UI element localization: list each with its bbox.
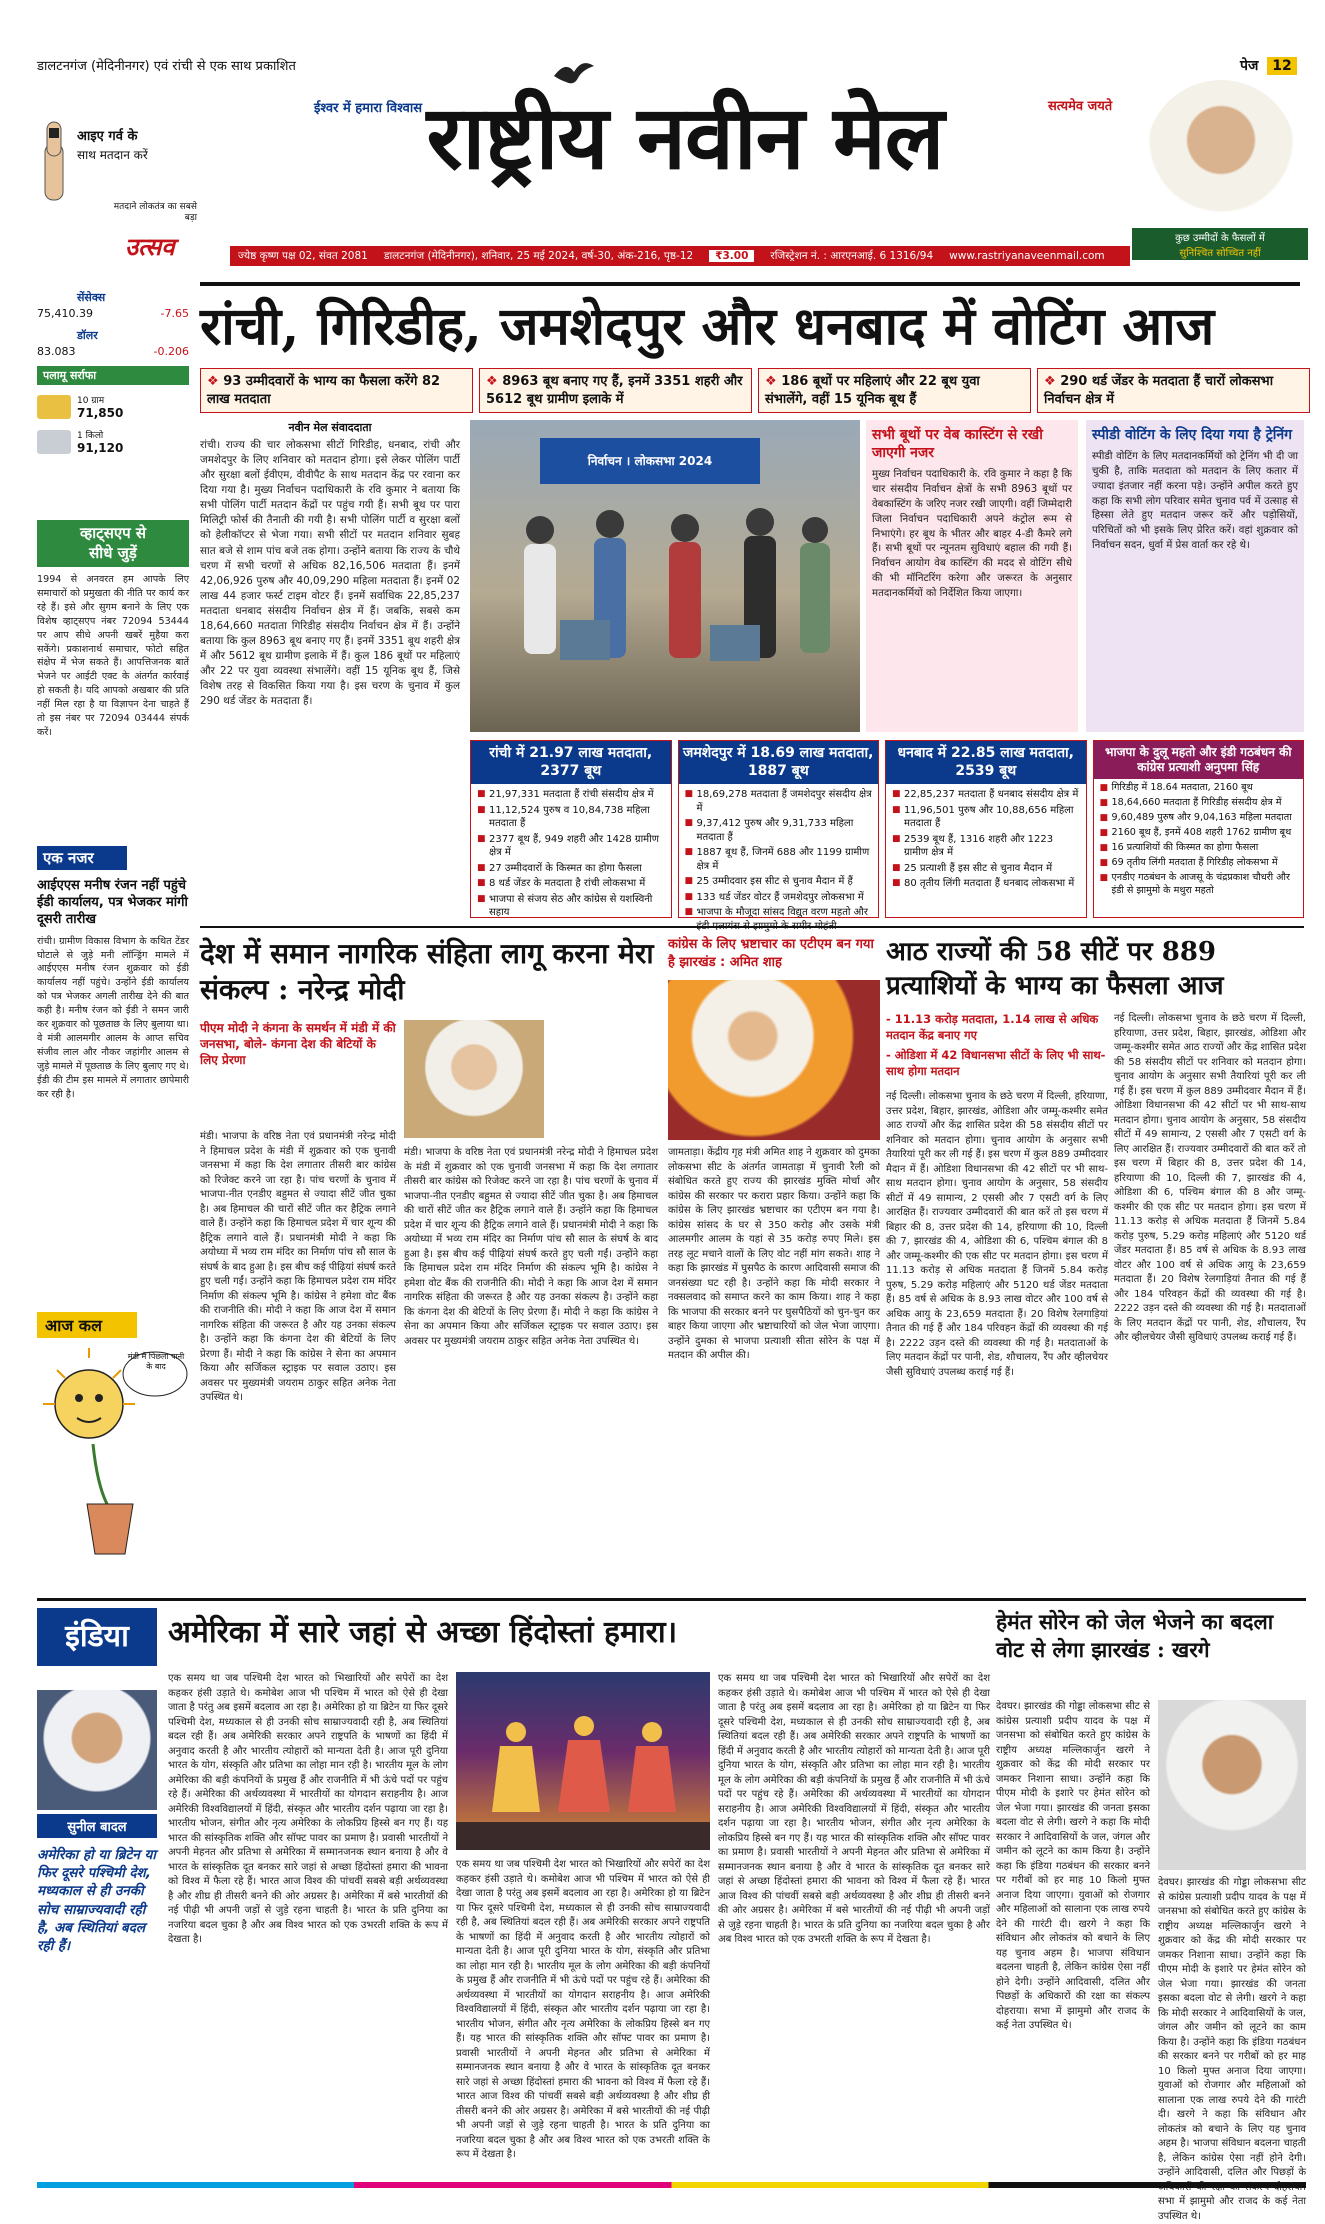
stat-item: ■ 69 तृतीय लिंगी मतदाता हैं गिरिडीह लोकसभा में <box>1100 857 1297 870</box>
eight-states-sub1: - 11.13 करोड़ मतदाता, 1.14 लाख से अधिक मतदान केंद्र बनाए गए <box>886 1012 1099 1042</box>
leader-portrait <box>1146 80 1296 230</box>
lead-bullet-3: ❖ 290 थर्ड जेंडर के मतदाता हैं चारों लोकसभा निर्वाचन क्षेत्र में <box>1037 368 1310 413</box>
finger-icon <box>37 122 71 202</box>
lead-byline: नवीन मेल संवाददाता <box>288 421 372 434</box>
aaj-kal-cartoon <box>37 1312 189 1572</box>
stat-item: ■ भाजपा के मौजूदा सांसद विद्युत वरण महतो और <box>685 906 873 933</box>
modi-body-col2: मंडी। भाजपा के वरिष्ठ नेता एवं प्रधानमंत्री नरेन्द्र मोदी ने हिमाचल प्रदेश के मंडी में शुक्रवार को एक चुनावी जनसभा में कहा कि देश लगातार तीसरी बार कांग्रेस को रिजेक्ट करने जा रहा है। पांच चरणों के चुनाव में भाजपा-नीत एनडीए बहुमत से ज्यादा सीटें जीत चुका है। अब हिमाचल की चारों सीटें जीत कर हैट्रिक लगाने वाले हैं। उन्होंने कहा कि हिमाचल प्रदेश में चार शून्य की हैट्रिक लगाने वाले हैं। प्रधानमंत्री मोदी ने कहा कि अयोध्या में भव्य राम मंदिर का निर्माण पांच सौ साल के संघर्ष के बाद हुआ है। इस बीच कई पीढ़ियां संघर्ष करते हुए चली गईं। उन्होंने कहा कि हिमाचल प्रदेश राम मंदिर निर्माण की संकल्प भूमि है। कांग्रेस ने हमेशा वोट बैंक की राजनीति की। मोदी ने कहा कि आज देश में समान नागरिक संहिता की जरूरत है और यह उनका संकल्प है। उन्होंने कहा कि कंगना देश की बेटियों के लिए प्रेरणा हैं। मोदी ने कहा कि कांग्रेस ने सेना का अपमान किया और सर्जिकल स्ट्राइक पर सवाल उठाए। इस अवसर पर मुख्यमंत्री जयराम ठाकुर सहित अनेक नेता उपस्थित थे। <box>404 1147 658 1347</box>
silver-label: 1 किलो <box>77 431 104 441</box>
training-box <box>1086 420 1304 732</box>
stat-item: ■ 133 थर्ड जेंडर वोटर हैं जमशेदपुर लोकसभा में <box>685 891 873 905</box>
stat-item: ■ 18,69,278 मतदाता हैं जमशेदपुर संसदीय क्षेत्र में <box>685 788 873 815</box>
edition-line: डालटनगंज (मेदिनीनगर) एवं रांची से एक साथ प्रकाशित <box>37 59 296 74</box>
stat-item: ■ 25 प्रत्याशी हैं इस सीट से चुनाव मैदान में <box>892 862 1080 876</box>
whatsapp-title-2: सीधे जुड़ें <box>89 543 137 562</box>
footer-color-strip <box>37 2182 1306 2188</box>
page-label-text: पेज <box>1240 58 1259 74</box>
stat-item: ■ 2377 बूथ हैं, 949 शहरी और 1428 ग्रामीण क्षेत्र में <box>477 833 665 860</box>
page-label <box>1240 56 1297 75</box>
vote-promo-top: आइए गर्व के <box>77 129 138 144</box>
registration: रजिस्ट्रेशन नं. : आरएनआई. 6 1316/94 <box>770 250 934 262</box>
stat-item: ■ 9,37,412 पुरुष और 9,31,733 महिला मतदाता हैं <box>685 817 873 844</box>
stat-item: ■ 25 उम्मीदवार इस सीट से चुनाव मैदान में हैं <box>685 875 873 889</box>
lead-top-rule <box>200 282 1300 286</box>
stat-box-jamshedpur-title: जमशेदपुर में 18.69 लाख मतदाता, 1887 बूथ <box>679 741 879 784</box>
cartoon-drawing-icon <box>37 1344 189 1564</box>
shah-photo <box>668 980 880 1140</box>
modi-body: मंडी। भाजपा के वरिष्ठ नेता एवं प्रधानमंत्री नरेन्द्र मोदी ने हिमाचल प्रदेश के मंडी में शुक्रवार को एक चुनावी जनसभा में कहा कि देश लगातार तीसरी बार कांग्रेस को रिजेक्ट करने जा रहा है। पांच चरणों के चुनाव में भाजपा-नीत एनडीए बहुमत से ज्यादा सीटें जीत चुका है। अब हिमाचल की चारों सीटें जीत कर हैट्रिक लगाने वाले हैं। उन्होंने कहा कि हिमाचल प्रदेश में चार शून्य की हैट्रिक लगाने वाले हैं। प्रधानमंत्री मोदी ने कहा कि अयोध्या में भव्य राम मंदिर का निर्माण पांच सौ साल के संघर्ष के बाद हुआ है। इस बीच कई पीढ़ियां संघर्ष करते हुए चली गईं। उन्होंने कहा कि हिमाचल प्रदेश राम मंदिर निर्माण की संकल्प भूमि है। कांग्रेस ने हमेशा वोट बैंक की राजनीति की। मोदी ने कहा कि आज देश में समान नागरिक संहिता की जरूरत है और यह उनका संकल्प है। उन्होंने कहा कि कंगना देश की बेटियों के लिए प्रेरणा हैं। मोदी ने कहा कि कांग्रेस ने सेना का अपमान किया और सर्जिकल स्ट्राइक पर सवाल उठाए। इस अवसर पर मुख्यमंत्री जयराम ठाकुर सहित अनेक नेता उपस्थित थे। <box>200 1131 396 1403</box>
lead-bullet-text-3: 290 थर्ड जेंडर के मतदाता हैं चारों लोकसभा निर्वाचन क्षेत्र में <box>1044 374 1274 407</box>
india-quote: अमेरिका हो या ब्रिटेन या फिर दूसरे पश्चिमी देश, मध्यकाल से ही उनकी सोच साम्राज्यवादी रही है, अब स्थितियां बदल रही हैं। <box>37 1847 156 1955</box>
sensex-change: -7.65 <box>160 307 189 320</box>
stat-item: ■ 11,96,501 पुरुष और 10,88,656 महिला मतदाता हैं <box>892 804 1080 831</box>
stat-item: ■ 2539 बूथ हैं, 1316 शहरी और 1223 ग्रामीण क्षेत्र में <box>892 833 1080 860</box>
stat-item: ■ भाजपा से संजय सेठ और कांग्रेस से यशस्विनी सहाय <box>477 893 665 920</box>
masthead-title: राष्ट्रीय नवीन मेल <box>426 86 944 189</box>
stat-box-ranchi-title: रांची में 21.97 लाख मतदाता, 2377 बूथ <box>471 741 671 784</box>
lead-bullets <box>200 368 1310 413</box>
training-title: स्पीडी वोटिंग के लिए दिया गया है ट्रेनिंग <box>1092 427 1293 443</box>
lead-bullet-text-1: 8963 बूथ बनाए गए हैं, इनमें 3351 शहरी और 5612 बूथ ग्रामीण इलाके में <box>486 374 743 407</box>
dancers-photo <box>456 1672 710 1850</box>
india-label: इंडिया <box>37 1608 157 1666</box>
stat-item: ■ 21,97,331 मतदाता हैं रांची संसदीय क्षेत्र में <box>477 788 665 802</box>
eight-states-sub2: - ओडिशा में 42 विधानसभा सीटों के लिए भी साथ-साथ होगा मतदान <box>886 1048 1106 1078</box>
info-bar <box>230 246 1130 266</box>
kharge-photo <box>1158 1700 1306 1870</box>
mid-rule <box>200 926 1304 928</box>
eight-states-body: नई दिल्ली। लोकसभा चुनाव के छठे चरण में दिल्ली, हरियाणा, उत्तर प्रदेश, बिहार, झारखंड, ओडिशा और जम्मू-कश्मीर समेत आठ राज्यों और केंद्र शासित प्रदेश की 58 संसदीय सीटों पर शनिवार को मतदान होगा। चुनाव आयोग के अनुसार सभी तैयारियां पूरी कर ली गई हैं। इस चरण में कुल 889 उम्मीदवार मैदान में हैं। ओडिशा विधानसभा की 42 सीटों पर भी साथ-साथ मतदान होगा। चुनाव आयोग के अनुसार, 58 संसदीय सीटों में 49 सामान्य, 2 एससी और 7 एसटी वर्ग के लिए आरक्षित हैं। राज्यवार उम्मीदवारों की बात करें तो इस चरण में बिहार की 8, उत्तर प्रदेश की 14, हरियाणा की 10, दिल्ली की 7, झारखंड की 4, ओडिशा की 6, पश्चिम बंगाल की 8 और जम्मू-कश्मीर की एक सीट पर मतदान होगा। इस चरण में 11.13 करोड़ से अधिक मतदाता हैं जिनमें 5.84 करोड़ पुरुष, 5.29 करोड़ महिलाएं और 5120 थर्ड जेंडर मतदाता हैं। 85 वर्ष से अधिक के 8.93 लाख वोटर और 100 वर्ष से अधिक आयु के 23,659 मतदाता हैं। 20 विशेष रेलगाड़ियां तैनात की गई हैं और 184 परिवहन केंद्रों की व्यवस्था की गई है। 2222 उड़न दस्ते की व्यवस्था की गई है। मतदाताओं के लिए मतदान केंद्रों पर पानी, शेड, शौचालय, रैंप और व्हीलचेयर जैसी सुविधाएं उपलब्ध कराई गई हैं। <box>886 1091 1108 1378</box>
dollar-value: 83.083 <box>37 345 76 358</box>
gold-bar-icon <box>37 395 71 419</box>
people-figures-icon <box>470 420 860 732</box>
ek-nazar-label: एक नजर <box>37 846 127 870</box>
silver-bar-icon <box>37 430 71 454</box>
shah-headline: कांग्रेस के लिए भ्रष्टाचार का एटीएम बन गया है झारखंड : अमित शाह <box>668 937 874 970</box>
polling-party-photo <box>470 420 860 732</box>
ek-nazar-body: रांची। ग्रामीण विकास विभाग के कथित टेंडर घोटाले से जुड़े मनी लॉन्ड्रिंग मामले में आईएएस मनीष रंजन शुक्रवार को ईडी कार्यालय नहीं पहुंचे। उन्होंने ईडी कार्यालय को पत्र भेजकर अगली तारीख देने की बात कही है। मनीष रंजन को ईडी ने समन जारी कर शुक्रवार को पूछताछ के लिए बुलाया था। वे मंत्री आलमगीर आलम के आप्त सचिव संजीव लाल और नौकर जहांगीर आलम से जुड़े मामले में पूछताछ के लिए बुलाए गए थे। ईडी की टीम इस मामले में लगातार छापेमारी कर रही है। <box>37 935 189 1100</box>
stat-item: ■ 27 उम्मीदवारों के किस्मत का होगा फैसला <box>477 862 665 876</box>
stat-box-jamshedpur <box>678 740 880 918</box>
ek-nazar-headline: आईएएस मनीष रंजन नहीं पहुंचे ईडी कार्यालय, पत्र भेजकर मांगी दूसरी तारीख <box>37 878 188 927</box>
stat-item: ■ 11,12,524 पुरुष व 10,84,738 महिला मतदाता हैं <box>477 804 665 831</box>
shah-body: जामताड़ा। केंद्रीय गृह मंत्री अमित शाह ने शुक्रवार को दुमका लोकसभा सीट के अंतर्गत जामताड़ा में चुनावी रैली को संबोधित करते हुए राज्य की झारखंड मुक्ति मोर्चा और कांग्रेस की सरकार पर करारा प्रहार किया। उन्होंने कहा कि कांग्रेस के लिए झारखंड भ्रष्टाचार का एटीएम बन गया है। कांग्रेस सांसद के घर से 350 करोड़ और उसके मंत्री आलमगीर आलम के यहां से 35 करोड़ रुपए मिले। इस तरह लूट मचाने वालों के लिए वोट नहीं मांग सकते। शाह ने कहा कि झारखंड में घुसपैठ के कारण आदिवासी समाज की जनसंख्या घट रही है। उन्होंने कहा कि मोदी सरकार ने नक्सलवाद को समाप्त करने का काम किया। शाह ने कहा कि भाजपा की सरकार बनने पर घुसपैठियों को चुन-चुन कर बाहर किया जाएगा और भ्रष्टाचारियों को जेल भेजा जाएगा। उन्होंने दुमका से भाजपा प्रत्याशी सीता सोरेन के पक्ष में मतदान की अपील की। <box>668 1147 880 1361</box>
motto: सत्यमेव जयते <box>1048 99 1113 114</box>
cartoon-speech: मंडी में पिछला पानी के बाद <box>127 1352 185 1371</box>
eight-states-headline: आठ राज्यों की 58 सीटें पर 889 प्रत्याशियों के भाग्य का फैसला आज <box>886 937 1224 1001</box>
sensex-label: सेंसेक्स <box>77 291 106 304</box>
gold-value: 71,850 <box>77 406 124 420</box>
photo-banner: निर्वाचन । लोकसभा 2024 <box>540 438 760 484</box>
stat-item: ■ 18,64,660 मतदाता हैं गिरिडीह संसदीय क्षेत्र में <box>1100 797 1297 810</box>
vote-promo <box>37 112 197 262</box>
whatsapp-body: 1994 से अनवरत हम आपके लिए समाचारों को प्रमुखता की नीति पर कार्य कर रहे हैं। इसे और सुगम बनाने के लिए एक विशेष व्हाट्सएप नंबर 72094 53444 पर आप सीधे अपनी खबरें मुहैया करा सकेंगे। प्रकाशनार्थ समाचार, फोटो सहित संक्षेप में भेज सकते हैं। आपत्तिजनक बातें भेजने पर आईटी एक्ट के अंतर्गत कार्रवाई हो सकती है। यदि आपको अखबार की प्रति नहीं मिल रहा है या विज्ञापन देना चाहते हैं तो इस नंबर पर 72094 03444 संपर्क करें। <box>37 574 189 738</box>
lead-bullet-0: ❖ 93 उम्मीदवारों के भाग्य का फैसला करेंगे 82 लाख मतदाता <box>200 368 473 413</box>
stat-box-ranchi <box>470 740 672 918</box>
stat-item: ■ 80 तृतीय लिंगी मतदाता हैं धनबाद लोकसभा में <box>892 877 1080 891</box>
lead-bullet-text-2: 186 बूथों पर महिलाएं और 22 बूथ युवा संभालेंगे, वहीं 15 यूनिक बूथ हैं <box>765 374 980 407</box>
kharge-headline: हेमंत सोरेन को जेल भेजने का बदला वोट से लेगा झारखंड : खरगे <box>996 1609 1274 1663</box>
stat-item: ■ 8 थर्ड जेंडर के मतदाता है रांची लोकसभा में <box>477 877 665 891</box>
modi-photo <box>404 1020 544 1138</box>
silver-value: 91,120 <box>77 441 124 455</box>
stat-box-giridih <box>1093 740 1304 918</box>
info-place: डालटनगंज (मेदिनीनगर), शनिवार, 25 मई 2024, वर्ष-30, अंक-216, पृष्ठ-12 <box>383 250 694 262</box>
ek-nazar <box>37 846 189 1323</box>
dollar-label: डॉलर <box>77 329 98 342</box>
lead-body: रांची। राज्य की चार लोकसभा सीटों गिरिडीह, धनबाद, रांची और जमशेदपुर के लिए शनिवार को मतदान होगा। इसे लेकर पोलिंग पार्टी और सुरक्षा बलों ईवीएम, वीवीपैट के साथ मतदान केंद्र पर रवाना कर दिया गया है। मुख्य निर्वाचन पदाधिकारी के रवि कुमार ने बताया कि सभी पोलिंग पार्टी मतदान केंद्रों पर पहुंच गयी हैं। सभी बूथ पर पारा मिलिट्री फोर्स की तैनाती की गयी है। सभी पोलिंग पार्टी व सुरक्षा बलों को हेलीकॉप्टर से भेजा गया। सभी सीटों पर मतदान शनिवार सुबह सात बजे से शाम पांच बजे तक होगा। उन्होंने बताया कि राज्य के चौथे चरण में सभी चरणों से अधिक 82,16,506 मतदाता हैं। इनमें 42,06,926 पुरुष और 40,09,290 महिला मतदाता हैं। इनमें 02 लाख 44 हजार फर्स्ट टाइम वोटर हैं। इनमें सर्वाधिक 22,85,237 मतदाता धनबाद संसदीय निर्वाचन क्षेत्र में हैं। जबकि, सबसे कम 18,64,660 मतदाता गिरिडीह संसदीय निर्वाचन क्षेत्र में हैं। उन्होंने बताया कि कुल 8963 बूथ बनाए गए हैं। इनमें 3351 बूथ शहरी क्षेत्र में और 5612 बूथ ग्रामीण इलाके में हैं। कुल 186 बूथों पर महिलाएं और 22 पर युवा व्यवस्था संभालेंगे। वहीं 15 यूनिक बूथ हैं, जिसे विशेष तरह से विकसित किया गया है। इस चरण के चुनाव में कुल 290 थर्ड जेंडर के मतदाता हैं। <box>200 439 460 708</box>
stat-item: ■ गिरिडीह में 18.64 मतदाता, 2160 बूथ <box>1100 782 1297 795</box>
lead-bullet-2: ❖ 186 बूथों पर महिलाएं और 22 बूथ युवा संभालेंगे, वहीं 15 यूनिक बूथ हैं <box>758 368 1031 413</box>
webcast-body: मुख्य निर्वाचन पदाधिकारी के. रवि कुमार ने कहा है कि चार संसदीय निर्वाचन क्षेत्रों के सभी 8963 बूथों पर वेबकास्टिंग के जरिए नजर रखी जाएगी। वहीं जिम्मेदारी जिला निर्वाचन पदाधिकारी अपने कंट्रोल रूम से निभाएंगे। हर बूथ के भीतर और बाहर 4-डी कैमरे लगे हैं। सभी बूथों पर न्यूनतम सुविधाएं बहाल की गयी हैं। निर्वाचन आयोग वेब कास्टिंग की मदद से वोटिंग सीधे की भी मॉनिटरिंग करेगा और जरूरत के अनुसार मतदानकर्मियों को निर्देशित किया जाएगा। <box>872 469 1072 599</box>
right-badge: कुछ उम्मीदों के फैसलों में <box>1132 228 1308 246</box>
kharge-body: देवघर। झारखंड की गोड्डा लोकसभा सीट से कांग्रेस प्रत्याशी प्रदीप यादव के पक्ष में जनसभा को संबोधित करते हुए कांग्रेस के राष्ट्रीय अध्यक्ष मल्लिकार्जुन खरगे ने शुक्रवार को केंद्र की मोदी सरकार पर जमकर निशाना साधा। उन्होंने कहा कि पीएम मोदी के इशारे पर हेमंत सोरेन को जेल भेजा गया। झारखंड की जनता इसका बदला वोट से लेगी। खरगे ने कहा कि मोदी सरकार ने आदिवासियों के जल, जंगल और जमीन को लूटने का काम किया है। उन्होंने कहा कि इंडिया गठबंधन की सरकार बनने पर गरीबों को हर माह 10 किलो मुफ्त अनाज दिया जाएगा। युवाओं को रोजगार और महिलाओं को सालाना एक लाख रुपये देने की गारंटी दी। खरगे ने कहा कि संविधान और लोकतंत्र को बचाने के लिए यह चुनाव अहम है। भाजपा संविधान बदलना चाहती है, लेकिन कांग्रेस ऐसा नहीं होने देगी। उन्होंने आदिवासी, दलित और पिछड़ों के अधिकारों की रक्षा का संकल्प दोहराया। सभा में झामुमो और राजद के कई नेता उपस्थित थे। <box>996 1701 1150 2031</box>
lead-bullet-1: ❖ 8963 बूथ बनाए गए हैं, इनमें 3351 शहरी और 5612 बूथ ग्रामीण इलाके में <box>479 368 752 413</box>
stat-item: ■ 2160 बूथ हैं, इनमें 408 शहरी 1762 ग्रामीण बूथ <box>1100 827 1297 840</box>
kharge-body-col2: देवघर। झारखंड की गोड्डा लोकसभा सीट से कांग्रेस प्रत्याशी प्रदीप यादव के पक्ष में जनसभा को संबोधित करते हुए कांग्रेस के राष्ट्रीय अध्यक्ष मल्लिकार्जुन खरगे ने शुक्रवार को केंद्र की मोदी सरकार पर जमकर निशाना साधा। उन्होंने कहा कि पीएम मोदी के इशारे पर हेमंत सोरेन को जेल भेजा गया। झारखंड की जनता इसका बदला वोट से लेगी। खरगे ने कहा कि मोदी सरकार ने आदिवासियों के जल, जंगल और जमीन को लूटने का काम किया है। उन्होंने कहा कि इंडिया गठबंधन की सरकार बनने पर गरीबों को हर माह 10 किलो मुफ्त अनाज दिया जाएगा। युवाओं को रोजगार और महिलाओं को सालाना एक लाख रुपये देने की गारंटी दी। खरगे ने कहा कि संविधान और लोकतंत्र को बचाने के लिए यह चुनाव अहम है। भाजपा संविधान बदलना चाहती है, लेकिन कांग्रेस ऐसा नहीं होने देगी। उन्होंने आदिवासी, दलित और पिछड़ों के सभा में झामुमो और राजद के कई नेता उपस्थित थे। <box>1158 1877 1306 2222</box>
market-panel <box>37 290 189 455</box>
stat-box-giridih-title: भाजपा के दुलू महतो और इंडी गठबंधन की कांग्रेस प्रत्याशी अनुपमा सिंह <box>1094 741 1303 779</box>
stat-boxes-row <box>470 740 1304 918</box>
modi-sub: पीएम मोदी ने कंगना के समर्थन में मंडी में की जनसभा, बोले- कंगना देश की बेटियों के लिए प्रेरणा <box>200 1021 396 1068</box>
stat-item: ■ 16 प्रत्याशियों की किस्मत का होगा फैसला <box>1100 842 1297 855</box>
vote-promo-mid: साथ मतदान करें <box>77 148 148 162</box>
modi-headline: देश में समान नागरिक संहिता लागू करना मेरा संकल्प : नरेन्द्र मोदी <box>200 937 654 1007</box>
india-body-col3: एक समय था जब पश्चिमी देश भारत को भिखारियों और सपेरों का देश कहकर हंसी उड़ाते थे। कमोबेश आज भी पश्चिम में भारत को ऐसे ही देखा जाता है परंतु अब इसमें बदलाव आ रहा है। अमेरिका हो या ब्रिटेन या फिर दूसरे पश्चिमी देश, मध्यकाल से ही उनकी सोच साम्राज्यवादी रही है, अब स्थितियां बदल रही हैं। अब अमेरिकी सरकार अपने राष्ट्रपति के भाषणों का हिंदी में अनुवाद करती है और भारतीय त्योहारों को मान्यता देती है। आज पूरी दुनिया भारत के योग, संस्कृति और प्रतिभा का लोहा मान रही है। भारतीय मूल के लोग अमेरिका की बड़ी कंपनियों के प्रमुख हैं और राजनीति में भी ऊंचे पदों पर पहुंच रहे हैं। अमेरिका की अर्थव्यवस्था में भारतीयों का योगदान सराहनीय है। आज अमेरिकी विश्वविद्यालयों में हिंदी, संस्कृत और भारतीय दर्शन पढ़ाया जा रहा है। भारतीय भोजन, संगीत और नृत्य अमेरिका के लोकप्रिय हिस्से बन गए हैं। यह भारत की सांस्कृतिक शक्ति और सॉफ्ट पावर का प्रमाण है। प्रवासी भारतीयों ने अपनी मेहनत और प्रतिभा से अमेरिका में सम्मानजनक स्थान बनाया है और वे भारत के सांस्कृतिक दूत बनकर सारे जहां से अच्छा हिंदोस्तां हमारा की भावना को विश्व में फैला रहे हैं। भारत आज विश्व की पांचवीं सबसे बड़ी अर्थव्यवस्था है और शीघ्र ही तीसरी बनने की ओर अग्रसर है। अमेरिका में बसे भारतीयों की नई पीढ़ी भी अपनी जड़ों से जुड़े रहना चाहती है। भारत के प्रति दुनिया का नजरिया बदल चुका है और अब विश्व भारत को एक उभरती शक्ति के रूप में देखता है। <box>718 1673 990 1945</box>
whatsapp-title-1: व्हाट्सएप से <box>79 524 147 542</box>
india-body-col2: एक समय था जब पश्चिमी देश भारत को भिखारियों और सपेरों का देश कहकर हंसी उड़ाते थे। कमोबेश आज भी पश्चिम में भारत को ऐसे ही देखा जाता है परंतु अब इसमें बदलाव आ रहा है। अमेरिका हो या ब्रिटेन या फिर दूसरे पश्चिमी देश, मध्यकाल से ही उनकी सोच साम्राज्यवादी रही है, अब स्थितियां बदल रही हैं। अब अमेरिकी सरकार अपने राष्ट्रपति के भाषणों का हिंदी में अनुवाद करती है और भारतीय त्योहारों को मान्यता देती है। आज पूरी दुनिया भारत के योग, संस्कृति और प्रतिभा का लोहा मान रही है। भारतीय मूल के लोग अमेरिका की बड़ी कंपनियों के प्रमुख हैं और राजनीति में भी ऊंचे पदों पर पहुंच रहे हैं। अमेरिका की अर्थव्यवस्था में भारतीयों का योगदान सराहनीय है। आज अमेरिकी विश्वविद्यालयों में हिंदी, संस्कृत और भारतीय दर्शन पढ़ाया जा रहा है। भारतीय भोजन, संगीत और नृत्य अमेरिका के लोकप्रिय हिस्से बन गए हैं। यह भारत की सांस्कृतिक शक्ति और सॉफ्ट पावर का प्रमाण है। प्रवासी भारतीयों ने अपनी मेहनत और प्रतिभा से अमेरिका में सम्मानजनक स्थान बनाया है और वे भारत के सांस्कृतिक दूत बनकर सारे जहां से अच्छा हिंदोस्तां हमारा की भावना को विश्व में फैला रहे हैं। भारत आज विश्व की पांचवीं सबसे बड़ी अर्थव्यवस्था है और शीघ्र ही तीसरी बनने की ओर अग्रसर है। अमेरिका में बसे भारतीयों की नई पीढ़ी भी अपनी जड़ों से जुड़े रहना चाहती है। भारत के प्रति दुनिया का नजरिया बदल चुका है और अब विश्व भारत को एक उभरती शक्ति के रूप में देखता है। <box>456 1859 710 2160</box>
right-badge-2: सुनिश्चित सोच्चित नहीं <box>1132 244 1308 260</box>
stat-box-dhanbad-title: धनबाद में 22.85 लाख मतदाता, 2539 बूथ <box>886 741 1086 784</box>
gold-label: 10 ग्राम <box>77 396 105 406</box>
bullion-label: पलामू सर्राफा <box>37 366 189 385</box>
info-date: ज्येष्ठ कृष्ण पक्ष 02, संवत 2081 <box>238 250 368 262</box>
stat-box-dhanbad <box>885 740 1087 918</box>
aaj-kal-label: आज कल <box>37 1312 137 1338</box>
tagline: ईश्वर में हमारा विश्वास <box>314 101 423 116</box>
training-body: स्पीडी वोटिंग के लिए मतदानकर्मियों को ट्रेनिंग भी दी जा चुकी है, ताकि मतदाता को मतदान के लिए कतार में ज्यादा इंतजार नहीं करना पड़े। उन्होंने अपील करते हुए कहा कि सभी लोग परिवार समेत चुनाव पर्व में उत्साह से हिस्सा लेते हुए मतदान जरूर करें और पड़ोसियों, परिचितों को भी इसके लिए प्रेरित करें। वहां शुक्रवार को निर्वाचन सदन, धुर्वा में प्रेस वार्ता कर रहे थे। <box>1092 451 1298 551</box>
author-name: सुनील बादल <box>37 1814 157 1838</box>
webcast-title: सभी बूथों पर वेब कास्टिंग से रखी जाएगी नजर <box>872 427 1043 462</box>
author-photo <box>37 1690 157 1810</box>
bottom-rule <box>37 1598 1306 1601</box>
india-headline: अमेरिका में सारे जहां से अच्छा हिंदोस्तां हमारा। <box>168 1615 678 1650</box>
india-body: एक समय था जब पश्चिमी देश भारत को भिखारियों और सपेरों का देश कहकर हंसी उड़ाते थे। कमोबेश आज भी पश्चिम में भारत को ऐसे ही देखा जाता है परंतु अब इसमें बदलाव आ रहा है। अमेरिका हो या ब्रिटेन या फिर दूसरे पश्चिमी देश, मध्यकाल से ही उनकी सोच साम्राज्यवादी रही है, अब स्थितियां बदल रही हैं। अब अमेरिकी सरकार अपने राष्ट्रपति के भाषणों का हिंदी में अनुवाद करती है और भारतीय त्योहारों को मान्यता देती है। आज पूरी दुनिया भारत के योग, संस्कृति और प्रतिभा का लोहा मान रही है। भारतीय मूल के लोग अमेरिका की बड़ी कंपनियों के प्रमुख हैं और राजनीति में भी ऊंचे पदों पर पहुंच रहे हैं। अमेरिका की अर्थव्यवस्था में भारतीयों का योगदान सराहनीय है। आज अमेरिकी विश्वविद्यालयों में हिंदी, संस्कृत और भारतीय दर्शन पढ़ाया जा रहा है। भारतीय भोजन, संगीत और नृत्य अमेरिका के लोकप्रिय हिस्से बन गए हैं। यह भारत की सांस्कृतिक शक्ति और सॉफ्ट पावर का प्रमाण है। प्रवासी भारतीयों ने अपनी मेहनत और प्रतिभा से अमेरिका में सम्मानजनक स्थान बनाया है और वे भारत के सांस्कृतिक दूत बनकर सारे जहां से अच्छा हिंदोस्तां हमारा की भावना को विश्व में फैला रहे हैं। भारत आज विश्व की पांचवीं सबसे बड़ी अर्थव्यवस्था है और शीघ्र ही तीसरी बनने की ओर अग्रसर है। अमेरिका में बसे भारतीयों की नई पीढ़ी भी अपनी जड़ों से जुड़े रहना चाहती है। भारत के प्रति दुनिया का नजरिया बदल चुका है और अब विश्व भारत को एक उभरती शक्ति के रूप में देखता है। <box>168 1673 448 1945</box>
page-number: 12 <box>1267 57 1296 75</box>
stat-item: ■ 22,85,237 मतदाता हैं धनबाद संसदीय क्षेत्र में <box>892 788 1080 802</box>
whatsapp-box <box>37 520 189 885</box>
price: ₹3.00 <box>709 250 754 262</box>
lead-bullet-text-0: 93 उम्मीदवारों के भाग्य का फैसला करेंगे 82 लाख मतदाता <box>207 374 441 407</box>
lead-headline: रांची, गिरिडीह, जमशेदपुर और धनबाद में वोटिंग आज <box>200 296 1215 357</box>
stat-item: ■ 9,60,489 पुरुष और 9,04,163 महिला मतदाता <box>1100 812 1297 825</box>
stat-item: ■ 1887 बूथ हैं, जिनमें 688 और 1199 ग्रामीण क्षेत्र में <box>685 846 873 873</box>
stat-item: ■ एनडीए गठबंधन के आजसू के चंद्रप्रकाश चौधरी और इंडी से झामुमो के मथुरा महतो <box>1100 872 1297 898</box>
sensex-value: 75,410.39 <box>37 307 93 320</box>
vote-promo-tag: मतदाने लोकतंत्र का सबसे बड़ा <box>113 202 197 223</box>
eight-states-body-col2: नई दिल्ली। लोकसभा चुनाव के छठे चरण में दिल्ली, हरियाणा, उत्तर प्रदेश, बिहार, झारखंड, ओडिशा और जम्मू-कश्मीर समेत आठ राज्यों और केंद्र शासित प्रदेश की 58 संसदीय सीटों पर शनिवार को मतदान होगा। चुनाव आयोग के अनुसार सभी तैयारियां पूरी कर ली गई हैं। इस चरण में कुल 889 उम्मीदवार मैदान में हैं। ओडिशा विधानसभा की 42 सीटों पर भी साथ-साथ मतदान होगा। चुनाव आयोग के अनुसार, 58 संसदीय सीटों में 49 सामान्य, 2 एससी और 7 एसटी वर्ग के लिए आरक्षित हैं। राज्यवार उम्मीदवारों की बात करें तो इस चरण में बिहार की 8, उत्तर प्रदेश की 14, हरियाणा की 10, दिल्ली की 7, झारखंड की 4, ओडिशा की 6, पश्चिम बंगाल की 8 और जम्मू-कश्मीर की एक सीट पर मतदान होगा। इस चरण में 11.13 करोड़ से अधिक मतदाता हैं जिनमें 5.84 करोड़ पुरुष, 5.29 करोड़ महिलाएं और 5120 थर्ड जेंडर मतदाता हैं। 85 वर्ष से अधिक के 8.93 लाख वोटर और 100 वर्ष से अधिक आयु के 23,659 मतदाता हैं। 20 विशेष रेलगाड़ियां तैनात की गई हैं और 184 परिवहन केंद्रों की व्यवस्था की गई है। 2222 उड़न दस्ते की व्यवस्था की गई है। मतदाताओं के लिए मतदान केंद्रों पर पानी, शेड, शौचालय, रैंप और व्हीलचेयर जैसी सुविधाएं उपलब्ध कराई गई हैं। <box>1114 1013 1306 1343</box>
webcast-box <box>866 420 1078 732</box>
vote-promo-big: उत्सव <box>125 233 175 261</box>
website: www.rastriyanaveenmail.com <box>949 250 1105 262</box>
dollar-change: -0.206 <box>153 345 189 358</box>
dancers-figures-icon <box>456 1672 710 1850</box>
